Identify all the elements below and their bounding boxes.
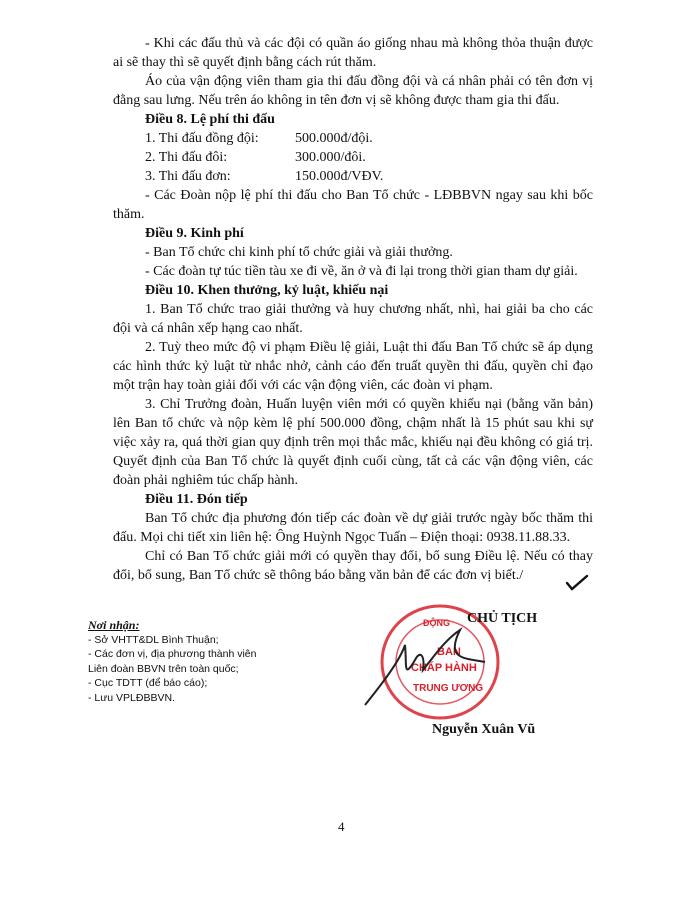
paragraph: 2. Tuỳ theo mức độ vi phạm Điều lệ giải, Luật thi đấu Ban Tổ chức sẽ áp dụng các hình thức kỷ luật từ nhắc nhở, cảnh cáo đến truất quyền thi đấu, quyền chỉ đạo một trận hay toàn giải đối với các vận động viên, các đoàn vi phạm. <box>113 340 593 393</box>
paragraph: - Các đoàn tự túc tiền tàu xe đi về, ăn ở và đi lại trong thời gian tham dự giải. <box>145 264 578 279</box>
recipient-item: - Sở VHTT&DL Bình Thuận; <box>88 633 219 646</box>
stamp-text-bottom: TRUNG ƯƠNG <box>413 683 484 694</box>
signer-name: Nguyễn Xuân Vũ <box>432 722 536 737</box>
paragraph: Áo của vận động viên tham gia thi đấu đồng đội và cá nhân phải có tên đơn vị đằng sau lưng. Nếu trên áo không in tên đơn vị sẽ không được tham gia thi đấu. <box>113 74 593 108</box>
paragraph: - Khi các đấu thủ và các đội có quần áo giống nhau mà không thỏa thuận được ai sẽ thay thì sẽ quyết định bằng cách rút thăm. <box>113 36 593 70</box>
recipient-item: - Các đơn vị, địa phương thành viên <box>88 648 257 661</box>
fee-value: 300.000/đôi. <box>295 150 366 165</box>
signer-title: CHỦ TỊCH <box>467 611 538 626</box>
fee-label: 1. Thi đấu đồng đội: <box>145 131 259 146</box>
recipient-item: Liên đoàn BBVN trên toàn quốc; <box>88 662 239 675</box>
document-body <box>113 34 593 585</box>
fee-label: 3. Thi đấu đơn: <box>145 169 231 184</box>
stamp-text-top: ĐỘNG <box>423 618 450 628</box>
checkmark-icon <box>565 574 589 592</box>
stamp-text-mid2: CHẤP HÀNH <box>411 662 477 674</box>
paragraph: - Ban Tổ chức chi kinh phí tổ chức giải và giải thưởng. <box>145 245 453 260</box>
recipient-item: - Cục TDTT (để báo cáo); <box>88 677 208 690</box>
paragraph: Chỉ có Ban Tổ chức giải mới có quyền thay đổi, bổ sung Điều lệ. Nếu có thay đổi, bổ sung, Ban Tổ chức sẽ thông báo bằng văn bản để các đơn vị biết./ <box>113 549 593 583</box>
fee-row <box>145 129 593 148</box>
heading-article-11: Điều 11. Đón tiếp <box>145 492 248 507</box>
fee-value: 500.000đ/đội. <box>295 131 373 146</box>
recipients-block <box>88 618 256 706</box>
recipients-title: Nơi nhận: <box>88 618 140 632</box>
recipient-item: - Lưu VPLĐBBVN. <box>88 691 175 704</box>
heading-article-10: Điều 10. Khen thưởng, kỷ luật, khiếu nại <box>145 283 389 298</box>
paragraph: 1. Ban Tổ chức trao giải thưởng và huy chương nhất, nhì, hai giải ba cho các đội và cá nhân xếp hạng cao nhất. <box>113 302 593 336</box>
heading-article-8: Điều 8. Lệ phí thi đấu <box>145 112 275 127</box>
fee-row <box>145 148 593 167</box>
paragraph: 3. Chỉ Trưởng đoàn, Huấn luyện viên mới có quyền khiếu nại (bằng văn bản) lên Ban tổ chức và nộp kèm lệ phí 500.000 đồng, chậm nhất là 15 phút sau khi sự việc xảy ra, quá thời gian quy định trên mọi thắc mắc, khiếu nại đều không có giá trị. Quyết định của Ban Tổ chức là quyết định cuối cùng, tất cả các vận động viên, các đoàn phải nghiêm túc chấp hành. <box>113 397 593 488</box>
fee-label: 2. Thi đấu đôi: <box>145 150 228 165</box>
fee-value: 150.000đ/VĐV. <box>295 169 384 184</box>
paragraph: - Các Đoàn nộp lệ phí thi đấu cho Ban Tổ chức - LĐBBVN ngay sau khi bốc thăm. <box>113 188 593 222</box>
stamp-text-mid1: BAN <box>437 646 461 658</box>
paragraph: Ban Tổ chức địa phương đón tiếp các đoàn về dự giải trước ngày bốc thăm thi đấu. Mọi chi tiết xin liên hệ: Ông Huỳnh Ngọc Tuấn – Điện thoại: 0938.11.88.33. <box>113 511 593 545</box>
page-number: 4 <box>338 819 345 834</box>
fee-row <box>145 167 593 186</box>
heading-article-9: Điều 9. Kinh phí <box>145 226 244 241</box>
